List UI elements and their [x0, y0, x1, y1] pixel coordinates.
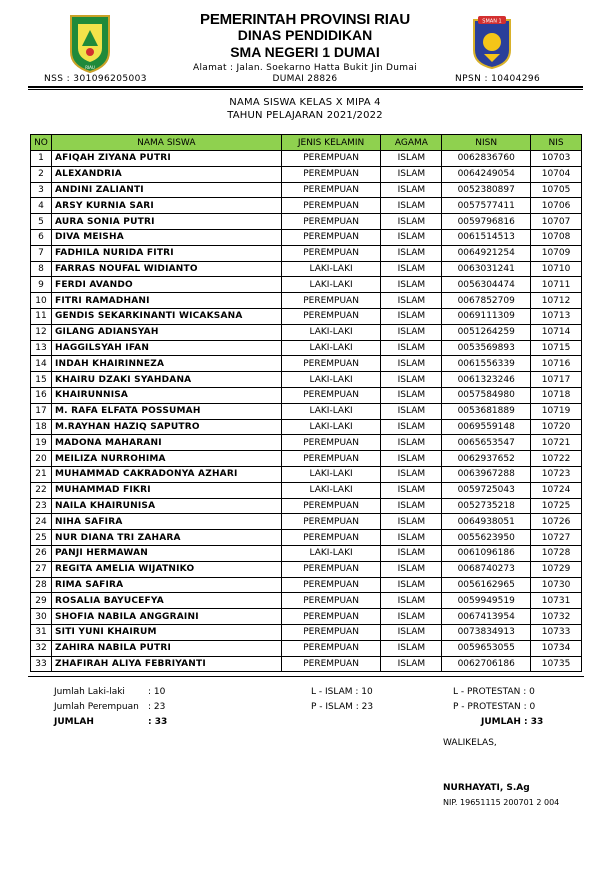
- student-name-cell: GILANG ADIANSYAH: [51, 324, 281, 340]
- nis-cell: 10708: [531, 229, 582, 245]
- nisn-cell: 0059949519: [442, 593, 531, 609]
- nisn-cell: 0062937652: [442, 451, 531, 467]
- student-name-cell: MEILIZA NURROHIMA: [51, 451, 281, 467]
- student-name-cell: ZAHIRA NABILA PUTRI: [51, 640, 281, 656]
- nis-cell: 10730: [531, 577, 582, 593]
- religion-cell: ISLAM: [381, 166, 442, 182]
- female-count-label: Jumlah Perempuan: [54, 702, 139, 712]
- student-name-cell: GENDIS SEKARKINANTI WICAKSANA: [51, 308, 281, 324]
- religion-cell: ISLAM: [381, 609, 442, 625]
- religion-cell: ISLAM: [381, 293, 442, 309]
- nis-cell: 10706: [531, 198, 582, 214]
- religion-cell: ISLAM: [381, 624, 442, 640]
- student-name-cell: AFIQAH ZIYANA PUTRI: [51, 151, 281, 167]
- religion-cell: ISLAM: [381, 577, 442, 593]
- religion-cell: ISLAM: [381, 340, 442, 356]
- row-number-cell: 15: [31, 372, 52, 388]
- row-number-cell: 16: [31, 387, 52, 403]
- row-number-cell: 5: [31, 214, 52, 230]
- nis-cell: 10733: [531, 624, 582, 640]
- header-department: DINAS PENDIDIKAN: [237, 27, 373, 43]
- religion-cell: ISLAM: [381, 435, 442, 451]
- religion-cell: ISLAM: [381, 277, 442, 293]
- nis-cell: 10718: [531, 387, 582, 403]
- nisn-cell: 0063031241: [442, 261, 531, 277]
- religion-cell: ISLAM: [381, 545, 442, 561]
- table-row: [31, 609, 582, 625]
- student-name-cell: FERDI AVANDO: [51, 277, 281, 293]
- nis-cell: 10707: [531, 214, 582, 230]
- gender-cell: LAKI-LAKI: [281, 403, 381, 419]
- nisn-cell: 0057584980: [442, 387, 531, 403]
- religion-cell: ISLAM: [381, 245, 442, 261]
- religion-cell: ISLAM: [381, 198, 442, 214]
- student-name-cell: RIMA SAFIRA: [51, 577, 281, 593]
- student-name-cell: ARSY KURNIA SARI: [51, 198, 281, 214]
- nisn-cell: 0053569893: [442, 340, 531, 356]
- table-row: [31, 451, 582, 467]
- nisn-cell: 0063967288: [442, 466, 531, 482]
- nis-cell: 10731: [531, 593, 582, 609]
- letterhead: [0, 0, 610, 96]
- religion-cell: ISLAM: [381, 419, 442, 435]
- nisn-cell: 0069559148: [442, 419, 531, 435]
- nis-cell: 10713: [531, 308, 582, 324]
- table-row: [31, 577, 582, 593]
- nis-cell: 10734: [531, 640, 582, 656]
- student-name-cell: ZHAFIRAH ALIYA FEBRIYANTI: [51, 656, 281, 672]
- svg-text:SMAN 1: SMAN 1: [482, 18, 502, 25]
- gender-cell: PEREMPUAN: [281, 308, 381, 324]
- student-name-cell: ROSALIA BAYUCEFYA: [51, 593, 281, 609]
- religion-cell: ISLAM: [381, 514, 442, 530]
- student-name-cell: MUHAMMAD FIKRI: [51, 482, 281, 498]
- column-header-nis: NIS: [531, 135, 582, 151]
- nisn-cell: 0065653547: [442, 435, 531, 451]
- nis-cell: 10727: [531, 530, 582, 546]
- nis-cell: 10715: [531, 340, 582, 356]
- nisn-cell: 0061096186: [442, 545, 531, 561]
- gender-cell: PEREMPUAN: [281, 293, 381, 309]
- student-name-cell: FADHILA NURIDA FITRI: [51, 245, 281, 261]
- table-row: [31, 245, 582, 261]
- nisn-cell: 0052735218: [442, 498, 531, 514]
- student-name-cell: KHAIRUNNISA: [51, 387, 281, 403]
- nisn-cell: 0061514513: [442, 229, 531, 245]
- student-name-cell: HAGGILSYAH IFAN: [51, 340, 281, 356]
- nis-cell: 10705: [531, 182, 582, 198]
- gender-cell: PEREMPUAN: [281, 166, 381, 182]
- gender-cell: PEREMPUAN: [281, 214, 381, 230]
- religion-cell: ISLAM: [381, 151, 442, 167]
- table-row: [31, 166, 582, 182]
- table-row: [31, 640, 582, 656]
- student-name-cell: M. RAFA ELFATA POSSUMAH: [51, 403, 281, 419]
- table-row: [31, 561, 582, 577]
- table-row: [31, 593, 582, 609]
- row-number-cell: 27: [31, 561, 52, 577]
- religion-cell: ISLAM: [381, 182, 442, 198]
- nis-cell: 10722: [531, 451, 582, 467]
- religion-cell: ISLAM: [381, 261, 442, 277]
- row-number-cell: 9: [31, 277, 52, 293]
- row-number-cell: 32: [31, 640, 52, 656]
- nisn-cell: 0053681889: [442, 403, 531, 419]
- row-number-cell: 25: [31, 530, 52, 546]
- nisn-cell: 0059725043: [442, 482, 531, 498]
- religion-cell: ISLAM: [381, 530, 442, 546]
- row-number-cell: 18: [31, 419, 52, 435]
- gender-cell: PEREMPUAN: [281, 387, 381, 403]
- table-row: [31, 419, 582, 435]
- religion-cell: ISLAM: [381, 593, 442, 609]
- row-number-cell: 30: [31, 609, 52, 625]
- header-rule-thin: [28, 89, 583, 90]
- table-row: [31, 293, 582, 309]
- row-number-cell: 2: [31, 166, 52, 182]
- male-count-value: : 10: [148, 687, 166, 697]
- student-name-cell: FARRAS NOUFAL WIDIANTO: [51, 261, 281, 277]
- female-count-value: : 23: [148, 702, 166, 712]
- nis-cell: 10720: [531, 419, 582, 435]
- row-number-cell: 11: [31, 308, 52, 324]
- nisn-cell: 0055623950: [442, 530, 531, 546]
- gender-cell: PEREMPUAN: [281, 577, 381, 593]
- row-number-cell: 20: [31, 451, 52, 467]
- table-row: [31, 372, 582, 388]
- student-name-cell: ALEXANDRIA: [51, 166, 281, 182]
- row-number-cell: 12: [31, 324, 52, 340]
- column-header-religion: AGAMA: [381, 135, 442, 151]
- row-number-cell: 33: [31, 656, 52, 672]
- table-row: [31, 403, 582, 419]
- nisn-cell: 0056304474: [442, 277, 531, 293]
- nisn-cell: 0057577411: [442, 198, 531, 214]
- gender-cell: PEREMPUAN: [281, 451, 381, 467]
- column-header-nisn: NISN: [442, 135, 531, 151]
- table-row: [31, 530, 582, 546]
- row-number-cell: 10: [31, 293, 52, 309]
- row-number-cell: 14: [31, 356, 52, 372]
- religion-cell: ISLAM: [381, 308, 442, 324]
- nis-cell: 10732: [531, 609, 582, 625]
- gender-cell: PEREMPUAN: [281, 182, 381, 198]
- student-rows: [31, 151, 582, 672]
- student-name-cell: NAILA KHAIRUNISA: [51, 498, 281, 514]
- gender-cell: LAKI-LAKI: [281, 545, 381, 561]
- nisn-cell: 0061323246: [442, 372, 531, 388]
- row-number-cell: 7: [31, 245, 52, 261]
- nis-cell: 10704: [531, 166, 582, 182]
- student-name-cell: ANDINI ZALIANTI: [51, 182, 281, 198]
- table-row: [31, 277, 582, 293]
- nis-cell: 10716: [531, 356, 582, 372]
- nis-cell: 10712: [531, 293, 582, 309]
- religion-cell: ISLAM: [381, 451, 442, 467]
- nisn-cell: 0059796816: [442, 214, 531, 230]
- student-name-cell: PANJI HERMAWAN: [51, 545, 281, 561]
- student-name-cell: MADONA MAHARANI: [51, 435, 281, 451]
- gender-cell: LAKI-LAKI: [281, 340, 381, 356]
- nis-cell: 10721: [531, 435, 582, 451]
- header-government: PEMERINTAH PROVINSI RIAU: [200, 11, 410, 28]
- gender-cell: PEREMPUAN: [281, 656, 381, 672]
- table-row: [31, 656, 582, 672]
- religion-cell: ISLAM: [381, 356, 442, 372]
- table-row: [31, 435, 582, 451]
- row-number-cell: 8: [31, 261, 52, 277]
- table-row: [31, 356, 582, 372]
- nis-cell: 10719: [531, 403, 582, 419]
- school-emblem-icon: [472, 14, 512, 70]
- column-header-gender: JENIS KELAMIN: [281, 135, 381, 151]
- nisn-cell: 0073834913: [442, 624, 531, 640]
- svg-text:RIAU: RIAU: [85, 65, 95, 70]
- homeroom-teacher-role: WALIKELAS,: [443, 738, 497, 748]
- table-row: [31, 151, 582, 167]
- row-number-cell: 28: [31, 577, 52, 593]
- table-header-row: [31, 135, 582, 151]
- column-header-name: NAMA SISWA: [51, 135, 281, 151]
- row-number-cell: 31: [31, 624, 52, 640]
- nis-cell: 10717: [531, 372, 582, 388]
- nisn-cell: 0067852709: [442, 293, 531, 309]
- male-count-label: Jumlah Laki-laki: [54, 687, 125, 697]
- nisn-cell: 0069111309: [442, 308, 531, 324]
- student-name-cell: FITRI RAMADHANI: [51, 293, 281, 309]
- male-protestant-count: L - PROTESTAN : 0: [453, 687, 535, 697]
- table-row: [31, 229, 582, 245]
- student-name-cell: SHOFIA NABILA ANGGRAINI: [51, 609, 281, 625]
- row-number-cell: 21: [31, 466, 52, 482]
- header-school: SMA NEGERI 1 DUMAI: [230, 44, 380, 60]
- table-row: [31, 624, 582, 640]
- row-number-cell: 13: [31, 340, 52, 356]
- nisn-cell: 0064249054: [442, 166, 531, 182]
- row-number-cell: 26: [31, 545, 52, 561]
- gender-cell: LAKI-LAKI: [281, 324, 381, 340]
- religion-cell: ISLAM: [381, 403, 442, 419]
- nis-cell: 10711: [531, 277, 582, 293]
- homeroom-teacher-nip: NIP. 19651115 200701 2 004: [443, 798, 560, 807]
- nisn-cell: 0062706186: [442, 656, 531, 672]
- nss-number: NSS : 301096205003: [44, 74, 147, 84]
- table-row: [31, 324, 582, 340]
- female-protestant-count: P - PROTESTAN : 0: [453, 702, 536, 712]
- gender-cell: PEREMPUAN: [281, 356, 381, 372]
- gender-cell: LAKI-LAKI: [281, 372, 381, 388]
- female-islam-count: P - ISLAM : 23: [311, 702, 374, 712]
- gender-cell: PEREMPUAN: [281, 624, 381, 640]
- student-name-cell: REGITA AMELIA WIJATNIKO: [51, 561, 281, 577]
- student-table: [30, 134, 582, 672]
- academic-year: TAHUN PELAJARAN 2021/2022: [227, 110, 383, 121]
- homeroom-teacher-name: NURHAYATI, S.Ag: [443, 783, 530, 793]
- nis-cell: 10726: [531, 514, 582, 530]
- gender-cell: LAKI-LAKI: [281, 482, 381, 498]
- row-number-cell: 6: [31, 229, 52, 245]
- student-name-cell: NUR DIANA TRI ZAHARA: [51, 530, 281, 546]
- table-row: [31, 214, 582, 230]
- gender-cell: PEREMPUAN: [281, 245, 381, 261]
- table-row: [31, 182, 582, 198]
- nisn-cell: 0068740273: [442, 561, 531, 577]
- gender-cell: PEREMPUAN: [281, 640, 381, 656]
- nisn-cell: 0051264259: [442, 324, 531, 340]
- table-row: [31, 466, 582, 482]
- nisn-cell: 0062836760: [442, 151, 531, 167]
- nis-cell: 10729: [531, 561, 582, 577]
- row-number-cell: 17: [31, 403, 52, 419]
- gender-cell: LAKI-LAKI: [281, 261, 381, 277]
- document-title: NAMA SISWA KELAS X MIPA 4: [229, 97, 381, 108]
- table-row: [31, 340, 582, 356]
- student-name-cell: INDAH KHAIRINNEZA: [51, 356, 281, 372]
- row-number-cell: 1: [31, 151, 52, 167]
- gender-cell: PEREMPUAN: [281, 151, 381, 167]
- religion-cell: ISLAM: [381, 324, 442, 340]
- religion-cell: ISLAM: [381, 372, 442, 388]
- npsn-number: NPSN : 10404296: [455, 74, 541, 84]
- row-number-cell: 3: [31, 182, 52, 198]
- gender-cell: PEREMPUAN: [281, 609, 381, 625]
- table-row: [31, 498, 582, 514]
- nis-cell: 10703: [531, 151, 582, 167]
- gender-cell: PEREMPUAN: [281, 561, 381, 577]
- table-row: [31, 198, 582, 214]
- gender-cell: PEREMPUAN: [281, 498, 381, 514]
- student-name-cell: MUHAMMAD CAKRADONYA AZHARI: [51, 466, 281, 482]
- religion-cell: ISLAM: [381, 214, 442, 230]
- table-row: [31, 387, 582, 403]
- student-name-cell: SITI YUNI KHAIRUM: [51, 624, 281, 640]
- total-value: : 33: [148, 717, 168, 727]
- row-number-cell: 22: [31, 482, 52, 498]
- table-row: [31, 261, 582, 277]
- nis-cell: 10728: [531, 545, 582, 561]
- student-name-cell: NIHA SAFIRA: [51, 514, 281, 530]
- nis-cell: 10725: [531, 498, 582, 514]
- gender-cell: PEREMPUAN: [281, 530, 381, 546]
- row-number-cell: 23: [31, 498, 52, 514]
- table-row: [31, 514, 582, 530]
- header-rule-thick: [28, 86, 583, 88]
- nisn-cell: 0059653055: [442, 640, 531, 656]
- row-number-cell: 29: [31, 593, 52, 609]
- row-number-cell: 24: [31, 514, 52, 530]
- header-city: DUMAI 28826: [272, 74, 338, 84]
- gender-cell: PEREMPUAN: [281, 514, 381, 530]
- student-name-cell: M.RAYHAN HAZIQ SAPUTRO: [51, 419, 281, 435]
- header-address: Alamat : Jalan. Soekarno Hatta Bukit Jin Dumai: [193, 63, 417, 73]
- male-islam-count: L - ISLAM : 10: [311, 687, 373, 697]
- nis-cell: 10710: [531, 261, 582, 277]
- column-header-no: NO: [31, 135, 52, 151]
- nisn-cell: 0056162965: [442, 577, 531, 593]
- nisn-cell: 0061556339: [442, 356, 531, 372]
- gender-cell: PEREMPUAN: [281, 593, 381, 609]
- summary-divider: [28, 676, 584, 677]
- gender-cell: PEREMPUAN: [281, 198, 381, 214]
- religion-cell: ISLAM: [381, 229, 442, 245]
- religion-cell: ISLAM: [381, 561, 442, 577]
- total-label: JUMLAH: [54, 717, 94, 727]
- gender-cell: PEREMPUAN: [281, 435, 381, 451]
- religion-cell: ISLAM: [381, 498, 442, 514]
- table-row: [31, 545, 582, 561]
- row-number-cell: 4: [31, 198, 52, 214]
- nisn-cell: 0064921254: [442, 245, 531, 261]
- nisn-cell: 0064938051: [442, 514, 531, 530]
- religion-cell: ISLAM: [381, 640, 442, 656]
- nisn-cell: 0067413954: [442, 609, 531, 625]
- gender-cell: LAKI-LAKI: [281, 277, 381, 293]
- nis-cell: 10735: [531, 656, 582, 672]
- student-name-cell: DIVA MEISHA: [51, 229, 281, 245]
- nis-cell: 10723: [531, 466, 582, 482]
- total-right: JUMLAH : 33: [481, 717, 544, 727]
- gender-cell: PEREMPUAN: [281, 229, 381, 245]
- nis-cell: 10709: [531, 245, 582, 261]
- gender-cell: LAKI-LAKI: [281, 466, 381, 482]
- student-name-cell: AURA SONIA PUTRI: [51, 214, 281, 230]
- religion-cell: ISLAM: [381, 656, 442, 672]
- row-number-cell: 19: [31, 435, 52, 451]
- gender-cell: LAKI-LAKI: [281, 419, 381, 435]
- religion-cell: ISLAM: [381, 482, 442, 498]
- religion-cell: ISLAM: [381, 466, 442, 482]
- student-name-cell: KHAIRU DZAKI SYAHDANA: [51, 372, 281, 388]
- nisn-cell: 0052380897: [442, 182, 531, 198]
- table-row: [31, 482, 582, 498]
- table-row: [31, 308, 582, 324]
- nis-cell: 10714: [531, 324, 582, 340]
- religion-cell: ISLAM: [381, 387, 442, 403]
- nis-cell: 10724: [531, 482, 582, 498]
